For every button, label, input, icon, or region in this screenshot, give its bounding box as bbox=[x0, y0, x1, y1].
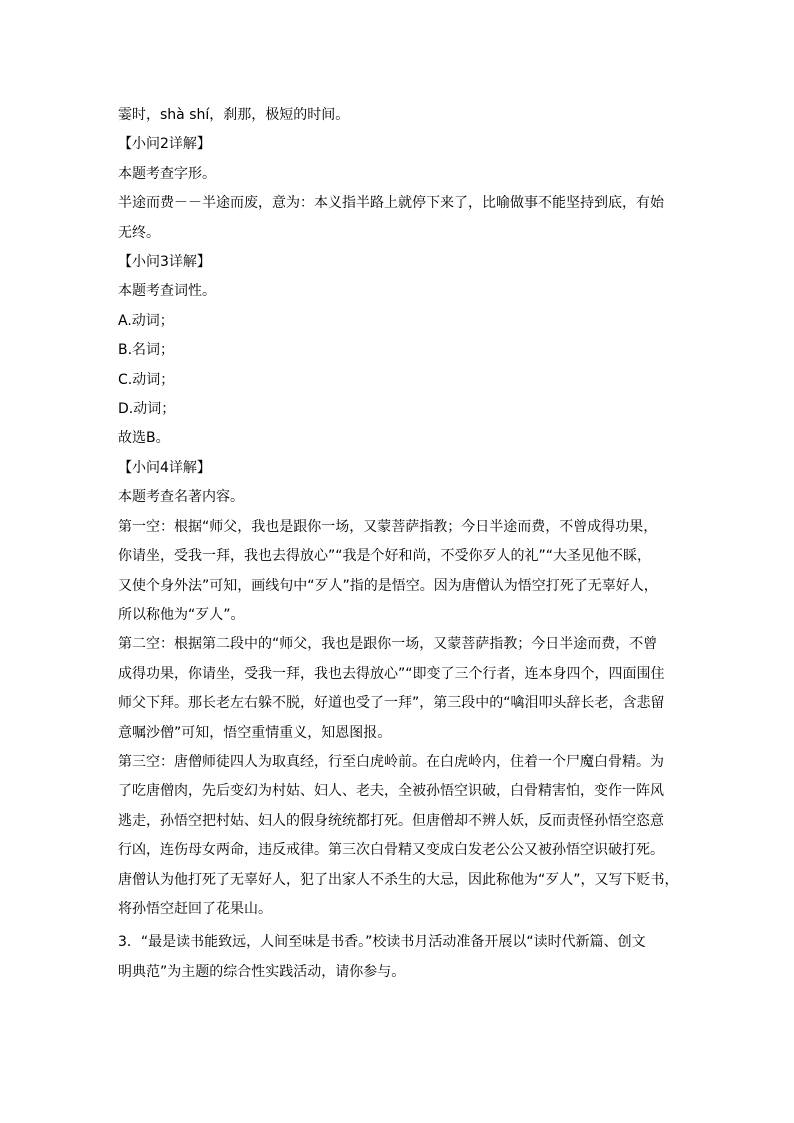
text-line: 本题考查字形。 bbox=[118, 165, 216, 182]
section-heading: 【小问2详解】 bbox=[118, 136, 211, 153]
section-heading: 【小问4详解】 bbox=[118, 459, 211, 476]
text-line: 师父下拜。那长老左右躲不脱，好道也受了一拜”，第三段中的“噙泪叩头辞长老，含悲留 bbox=[118, 695, 665, 712]
text-line: 意嘱沙僧”可知，悟空重情重义，知恩图报。 bbox=[118, 724, 392, 741]
answer-line: 故选B。 bbox=[118, 430, 170, 447]
text-line: 第一空：根据“师父，我也是跟你一场，又蒙菩萨指教；今日半途而费，不曾成得功果， bbox=[118, 518, 658, 535]
question-line: 3．“最是读书能致远，人间至味是书香。”校读书月活动准备开展以“读时代新篇、创文 bbox=[118, 934, 646, 951]
question-line: 明典范”为主题的综合性实践活动，请你参与。 bbox=[118, 963, 406, 980]
option-line: C.动词； bbox=[118, 371, 175, 388]
text-line: 了吃唐僧肉，先后变幻为村姑、妇人、老夫，全被孙悟空识破，白骨精害怕，变作一阵风 bbox=[118, 783, 664, 800]
option-line: B.名词； bbox=[118, 342, 175, 359]
text-line: 你请坐，受我一拜，我也去得放心”“我是个好和尚，不受你歹人的礼”“大圣见他不睬， bbox=[118, 548, 652, 565]
text-line: 又使个身外法”可知，画线句中“歹人”指的是悟空。因为唐僧认为悟空打死了无辜好人， bbox=[118, 577, 658, 594]
text-line: 唐僧认为他打死了无辜好人，犯了出家人不杀生的大忌，因此称他为“歹人”，又写下贬书， bbox=[118, 871, 679, 888]
text-line: 本题考查名著内容。 bbox=[118, 489, 244, 506]
section-heading: 【小问3详解】 bbox=[118, 254, 211, 271]
option-line: A.动词； bbox=[118, 312, 174, 329]
text-line: 第二空：根据第二段中的“师父，我也是跟你一场，又蒙菩萨指教；今日半途而费，不曾 bbox=[118, 636, 658, 653]
text-line: 所以称他为“歹人”。 bbox=[118, 606, 245, 623]
text-line: 将孙悟空赶回了花果山。 bbox=[118, 900, 272, 917]
document-body bbox=[118, 101, 694, 987]
text-line: 逃走，孙悟空把村姑、妇人的假身统统都打死。但唐僧却不辨人妖，反而责怪孙悟空恣意 bbox=[118, 812, 664, 829]
option-line: D.动词； bbox=[118, 401, 176, 418]
text-line: 无终。 bbox=[118, 224, 160, 241]
text-line: 成得功果，你请坐，受我一拜，我也去得放心”“即变了三个行者，连本身四个，四面围住 bbox=[118, 665, 665, 682]
text-line: 半途而费－－半途而废，意为：本义指半路上就停下来了，比喻做事不能坚持到底，有始 bbox=[118, 195, 664, 212]
text-line: 本题考查词性。 bbox=[118, 283, 216, 300]
text-line: 霎时，shà shí，刹那，极短的时间。 bbox=[118, 107, 350, 123]
text-line: 行凶，连伤母女两命，违反戒律。第三次白骨精又变成白发老公公又被孙悟空识破打死。 bbox=[118, 842, 664, 859]
text-line: 第三空：唐僧师徒四人为取真经，行至白虎岭前。在白虎岭内，住着一个尸魔白骨精。为 bbox=[118, 753, 664, 770]
